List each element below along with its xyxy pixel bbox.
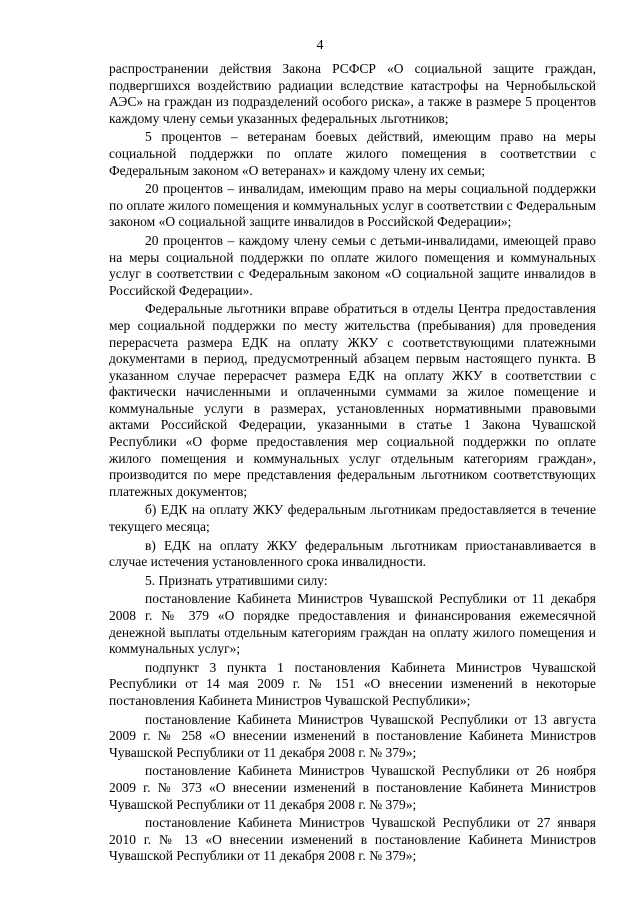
paragraph-12: постановление Кабинета Министров Чувашской Республики от 26 ноября 2009 г. № 373 «О внесении изменений в постановление Кабинета Министров Чувашской Республики от 11 декабря 2008 г. № 379»;	[109, 763, 596, 812]
paragraph-10: подпункт 3 пункта 1 постановления Кабинета Министров Чувашской Республики от 14 мая 2009 г. № 151 «О внесении изменений в некоторые постановления Кабинета Министров Чувашской Республики»;	[109, 659, 596, 708]
page-number: 4	[316, 38, 324, 53]
paragraph-3: 20 процентов – инвалидам, имеющим право на меры социальной поддержки по оплате жилого помещения и коммунальных услуг в соответствии с Федеральным законом «О социальной защите инвалидов в Российской Федерации»;	[109, 181, 596, 230]
paragraph-1: распространении действия Закона РСФСР «О социальной защите граждан, подвергшихся воздействию радиации вследствие катастрофы на Чернобыльской АЭС» на граждан из подразделений особого риска», а также в размере 5 процентов каждому члену семьи указанных федеральных льготников;	[109, 61, 596, 126]
paragraph-11: постановление Кабинета Министров Чувашской Республики от 13 августа 2009 г. № 258 «О внесении изменений в постановление Кабинета Министров Чувашской Республики от 11 декабря 2008 г. № 379»;	[109, 711, 596, 760]
paragraph-13: постановление Кабинета Министров Чувашской Республики от 27 января 2010 г. № 13 «О внесении изменений в постановление Кабинета Министров Чувашской Республики от 11 декабря 2008 г. № 379»;	[109, 815, 596, 864]
paragraph-7: в) ЕДК на оплату ЖКУ федеральным льготникам приостанавливается в случае истечения установленного срока инвалидности.	[109, 537, 596, 570]
paragraph-4: 20 процентов – каждому члену семьи с детьми-инвалидами, имеющей право на меры социальной поддержки по оплате жилого помещения и коммунальных услуг в соответствии с Федеральным законом «О социальной защите инвалидов в Российской Федерации».	[109, 232, 596, 298]
document-body	[109, 61, 596, 867]
paragraph-2: 5 процентов – ветеранам боевых действий, имеющим право на меры социальной поддержки по оплате жилого помещения в соответствии с Федеральным законом «О ветеранах» и каждому члену их семьи;	[109, 129, 596, 178]
paragraph-6: б) ЕДК на оплату ЖКУ федеральным льготникам предоставляется в течение текущего месяца;	[109, 502, 596, 535]
paragraph-9: постановление Кабинета Министров Чувашской Республики от 11 декабря 2008 г. № 379 «О порядке предоставления и финансирования ежемесячной денежной выплаты отдельным категориям граждан на оплату жилого помещения и коммунальных услуг»;	[109, 591, 596, 657]
paragraph-5: Федеральные льготники вправе обратиться в отделы Центра предоставления мер социальной поддержки по месту жительства (пребывания) для проведения перерасчета размера ЕДК на оплату ЖКУ с соответствующими платежными документами в период, предусмотренный абзацем первым настоящего пункта. В указанном случае перерасчет размера ЕДК на оплату ЖКУ в соответствии с фактически начисленными и оплаченными суммами за жилое помещение и коммунальные услуги в размерах, установленных нормативными правовыми актами Российской Федерации, указанными в статье 1 Закона Чувашской Республики «О форме предоставления мер социальной поддержки по оплате жилого помещения и коммунальных услуг отдельным категориям граждан», производится по мере представления федеральным льготником соответствующих платежных документов;	[109, 301, 596, 499]
paragraph-8: 5. Признать утратившими силу:	[145, 572, 328, 588]
